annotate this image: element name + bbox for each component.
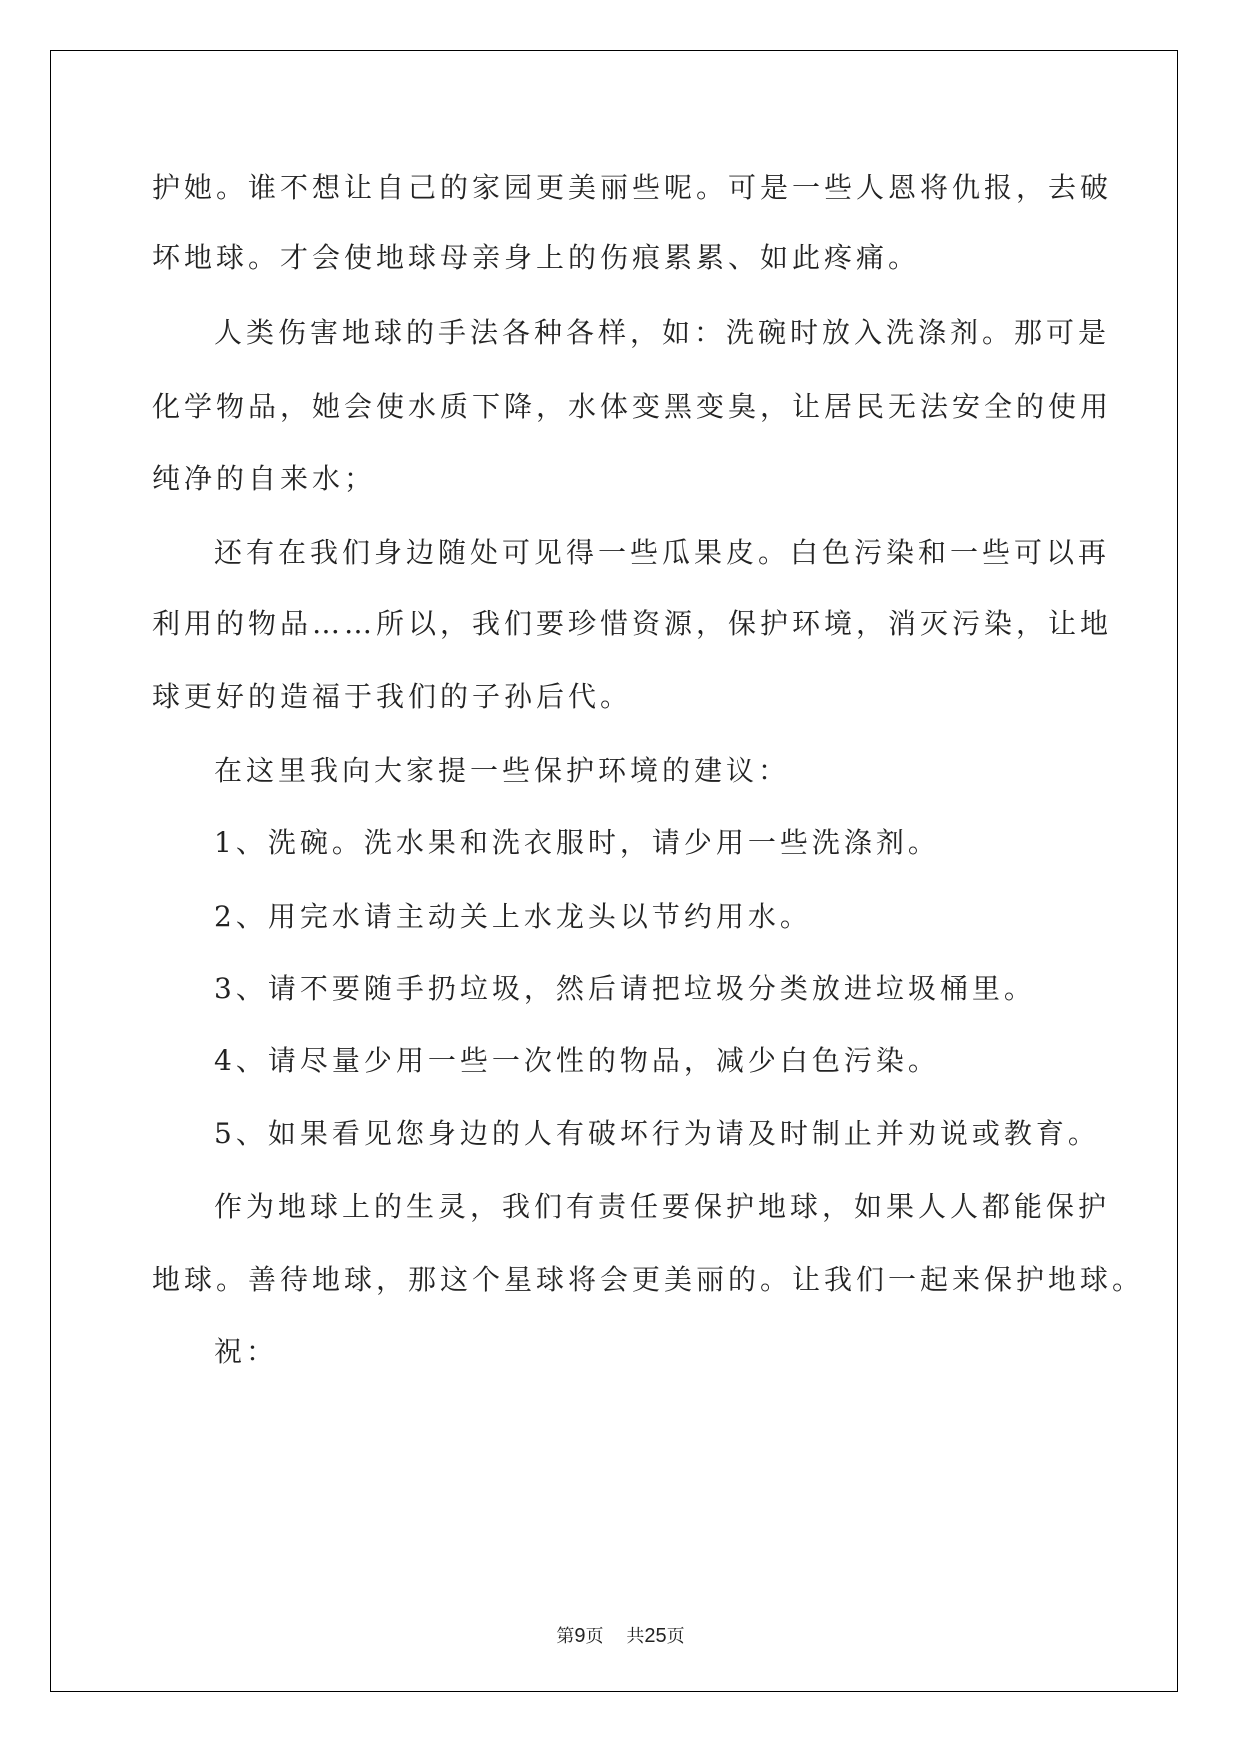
total-prefix: 共 xyxy=(626,1626,645,1647)
list-item: 1、洗碗。洗水果和洗衣服时，请少用一些洗涤剂。 xyxy=(214,826,940,859)
list-item: 5、如果看见您身边的人有破坏行为请及时制止并劝说或教育。 xyxy=(214,1117,1100,1150)
page-prefix: 第 xyxy=(556,1626,575,1647)
text-line: 纯净的自来水； xyxy=(152,462,377,495)
text-line: 祝： xyxy=(214,1335,279,1368)
text-line: 球更好的造福于我们的子孙后代。 xyxy=(152,680,633,713)
text-line: 护她。谁不想让自己的家园更美丽些呢。可是一些人恩将仇报，去破 xyxy=(152,171,1113,204)
text-line: 化学物品，她会使水质下降，水体变黑变臭，让居民无法安全的使用 xyxy=(152,390,1113,423)
text-line: 坏地球。才会使地球母亲身上的伤痕累累、如此疼痛。 xyxy=(152,241,921,274)
list-item: 3、请不要随手扔垃圾，然后请把垃圾分类放进垃圾桶里。 xyxy=(214,972,1036,1005)
total-suffix: 页 xyxy=(666,1626,685,1647)
text-line: 还有在我们身边随处可见得一些瓜果皮。白色污染和一些可以再 xyxy=(214,536,1111,569)
list-item: 4、请尽量少用一些一次性的物品，减少白色污染。 xyxy=(214,1044,940,1077)
list-item: 2、用完水请主动关上水龙头以节约用水。 xyxy=(214,900,812,933)
text-line: 地球。善待地球，那这个星球将会更美丽的。让我们一起来保护地球。 xyxy=(152,1263,1145,1296)
text-line: 利用的物品……所以，我们要珍惜资源，保护环境，消灭污染，让地 xyxy=(152,607,1113,640)
total-pages: 25 xyxy=(644,1625,667,1647)
page-number: 9 xyxy=(574,1625,586,1647)
text-line: 人类伤害地球的手法各种各样，如：洗碗时放入洗涤剂。那可是 xyxy=(214,316,1111,349)
text-line: 在这里我向大家提一些保护环境的建议： xyxy=(214,754,791,787)
text-line: 作为地球上的生灵，我们有责任要保护地球，如果人人都能保护 xyxy=(214,1190,1111,1223)
page-footer xyxy=(0,1622,1241,1648)
page-border xyxy=(50,50,1178,1692)
page-suffix: 页 xyxy=(585,1626,604,1647)
